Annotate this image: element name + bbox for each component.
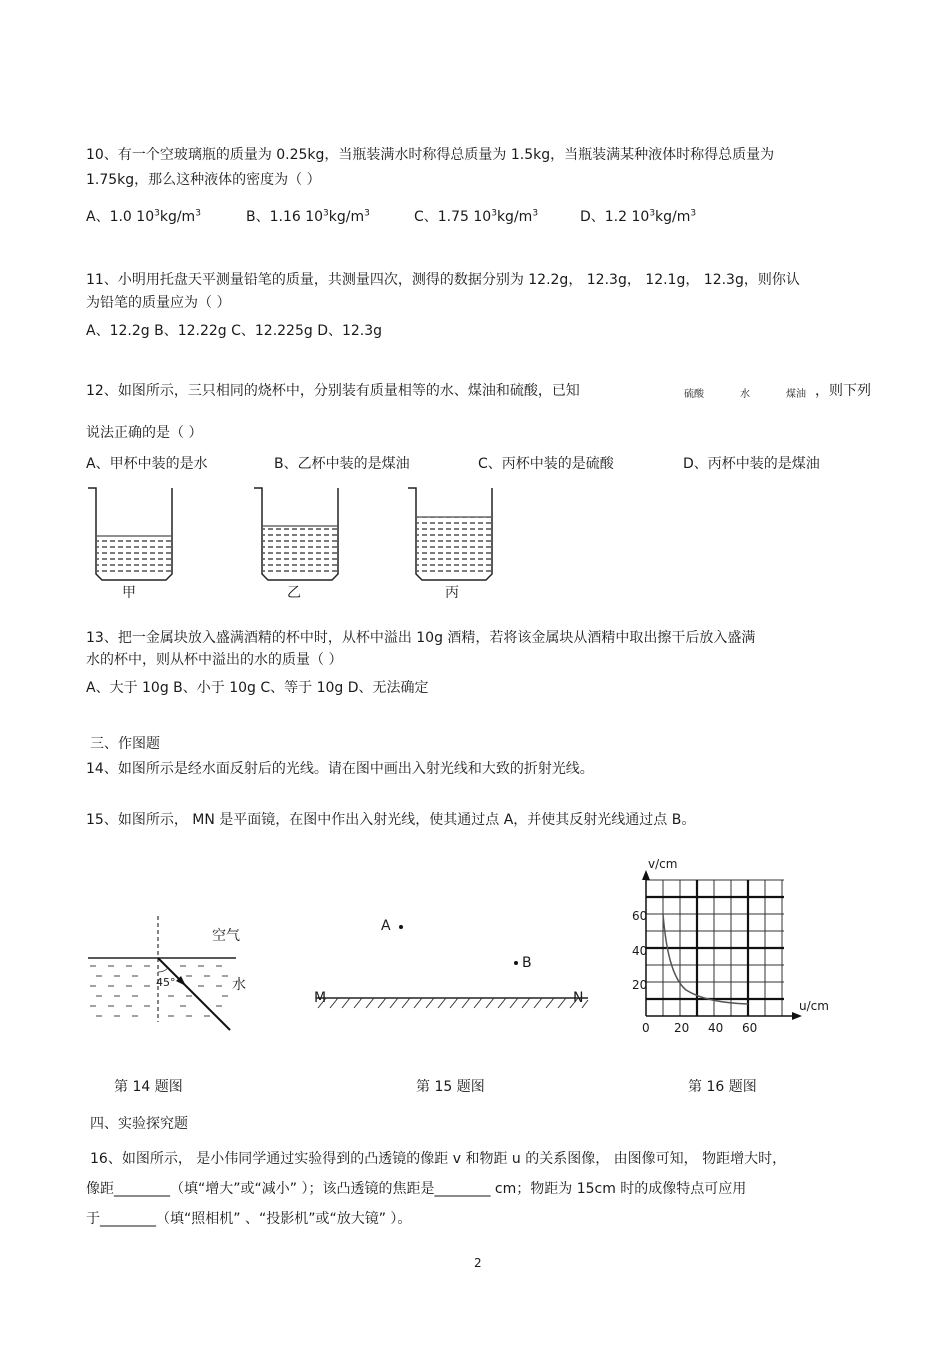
q12-line2: 说法正确的是（ ） xyxy=(86,425,203,441)
liquid-yi xyxy=(263,526,337,576)
image-distance-curve xyxy=(663,914,748,1004)
fig16-ytick-40: 40 xyxy=(632,944,648,958)
q13-line2: 水的杯中，则从杯中溢出的水的质量（ ） xyxy=(86,652,343,668)
q14-text: 14、如图所示是经水面反射后的光线。请在图中画出入射光线和大致的折射光线。 xyxy=(86,761,594,777)
q16-line3: 于________（填“照相机” 、“投影机”或“放大镜” ）。 xyxy=(86,1211,412,1227)
fig16-caption: 第 16 题图 xyxy=(688,1079,757,1095)
fig14-caption: 第 14 题图 xyxy=(114,1079,183,1095)
fig15-n-label: N xyxy=(573,990,584,1006)
fig16-ylabel: v/cm xyxy=(648,857,678,871)
q12-sub-acid: 硫酸 xyxy=(684,389,704,400)
angle-arc xyxy=(158,968,168,972)
mirror-hatching xyxy=(318,998,588,1008)
q11-line2: 为铅笔的质量应为（ ） xyxy=(86,295,231,311)
fig14-angle-label: 45° xyxy=(156,976,176,989)
liquid-jia xyxy=(97,536,171,576)
q11-line1: 11、小明用托盘天平测量铅笔的质量，共测量四次，测得的数据分别为 12.2g， 12.3g， 12.1g， 12.3g，则你认 xyxy=(86,272,800,288)
liquid-bing xyxy=(417,517,491,576)
q12-option-d: D、丙杯中装的是煤油 xyxy=(683,456,820,472)
fig15-caption: 第 15 题图 xyxy=(416,1079,485,1095)
fig16-ytick-20: 20 xyxy=(632,978,648,992)
fig15-point-a-dot xyxy=(399,925,403,929)
figure-16-graph xyxy=(620,850,835,1045)
fig15-point-b-dot xyxy=(514,961,518,965)
q10-option-c: C、1.75 $10^3kg/m^3$ xyxy=(414,208,539,225)
beaker-jia xyxy=(88,488,172,580)
q13-line1: 13、把一金属块放入盛满酒精的杯中时，从杯中溢出 10g 酒精，若将该金属块从酒精中取出擦干后放入盛满 xyxy=(86,630,756,646)
fig16-xlabel: u/cm xyxy=(799,999,829,1013)
q12-option-b: B、乙杯中装的是煤油 xyxy=(274,456,410,472)
q12-line1: 12、如图所示，三只相同的烧杯中，分别装有质量相等的水、煤油和硫酸，已知 xyxy=(86,383,580,399)
beaker-bing xyxy=(408,488,492,580)
fig15-point-b-label: B xyxy=(522,955,532,971)
q12-sub-water: 水 xyxy=(740,389,750,400)
fig15-point-a-label: A xyxy=(381,918,391,934)
fig16-xtick-0: 0 xyxy=(642,1021,650,1035)
q13-options: A、大于 10g B、小于 10g C、等于 10g D、无法确定 xyxy=(86,680,429,696)
fig16-xtick-60: 60 xyxy=(742,1021,758,1035)
q10-option-d: D、1.2 $10^3kg/m^3$ xyxy=(580,208,697,225)
section4-heading: 四、实验探究题 xyxy=(90,1116,188,1132)
beaker-label-jia: 甲 xyxy=(122,585,136,601)
q10-line1: 10、有一个空玻璃瓶的质量为 0.25kg，当瓶装满水时称得总质量为 1.5kg，当瓶装满某种液体时称得总质量为 xyxy=(86,147,775,163)
fig16-ytick-60: 60 xyxy=(632,909,648,923)
section3-heading: 三、作图题 xyxy=(90,736,160,752)
q12-line1-end: ，则下列 xyxy=(815,383,871,399)
figure-15-mirror xyxy=(310,990,595,1020)
beaker-label-bing: 丙 xyxy=(445,585,459,601)
beakers-figure xyxy=(86,484,506,584)
q10-option-a: A、1.0 $10^3kg/m^3$ xyxy=(86,208,201,225)
q12-option-c: C、丙杯中装的是硫酸 xyxy=(478,456,614,472)
q12-option-a: A、甲杯中装的是水 xyxy=(86,456,208,472)
q16-line2: 像距________（填“增大”或“减小” ）；该凸透镜的焦距是________ cm；物距为 15cm 时的成像特点可应用 xyxy=(86,1181,747,1197)
graph-bold-lines xyxy=(646,880,784,1016)
fig16-xtick-40: 40 xyxy=(708,1021,724,1035)
beaker-label-yi: 乙 xyxy=(287,585,301,601)
page-number: 2 xyxy=(474,1256,482,1270)
q10-option-b: B、1.16 $10^3kg/m^3$ xyxy=(246,208,370,225)
fig16-xtick-20: 20 xyxy=(674,1021,690,1035)
fig14-air-label: 空气 xyxy=(212,928,240,944)
q11-options: A、12.2g B、12.22g C、12.225g D、12.3g xyxy=(86,323,383,339)
fig15-m-label: M xyxy=(314,990,327,1006)
q16-line1: 16、如图所示， 是小伟同学通过实验得到的凸透镜的像距 v 和物距 u 的关系图像， 由图像可知， 物距增大时， xyxy=(90,1151,787,1167)
q15-text: 15、如图所示， MN 是平面镜，在图中作出入射光线，使其通过点 A，并使其反射光线通过点 B。 xyxy=(86,812,696,828)
q10-line2: 1.75kg，那么这种液体的密度为（ ） xyxy=(86,172,321,188)
reflected-ray xyxy=(158,958,230,1030)
q12-sub-oil: 煤油 xyxy=(786,389,806,400)
fig14-water-label: 水 xyxy=(232,977,246,993)
beaker-yi xyxy=(254,488,338,580)
